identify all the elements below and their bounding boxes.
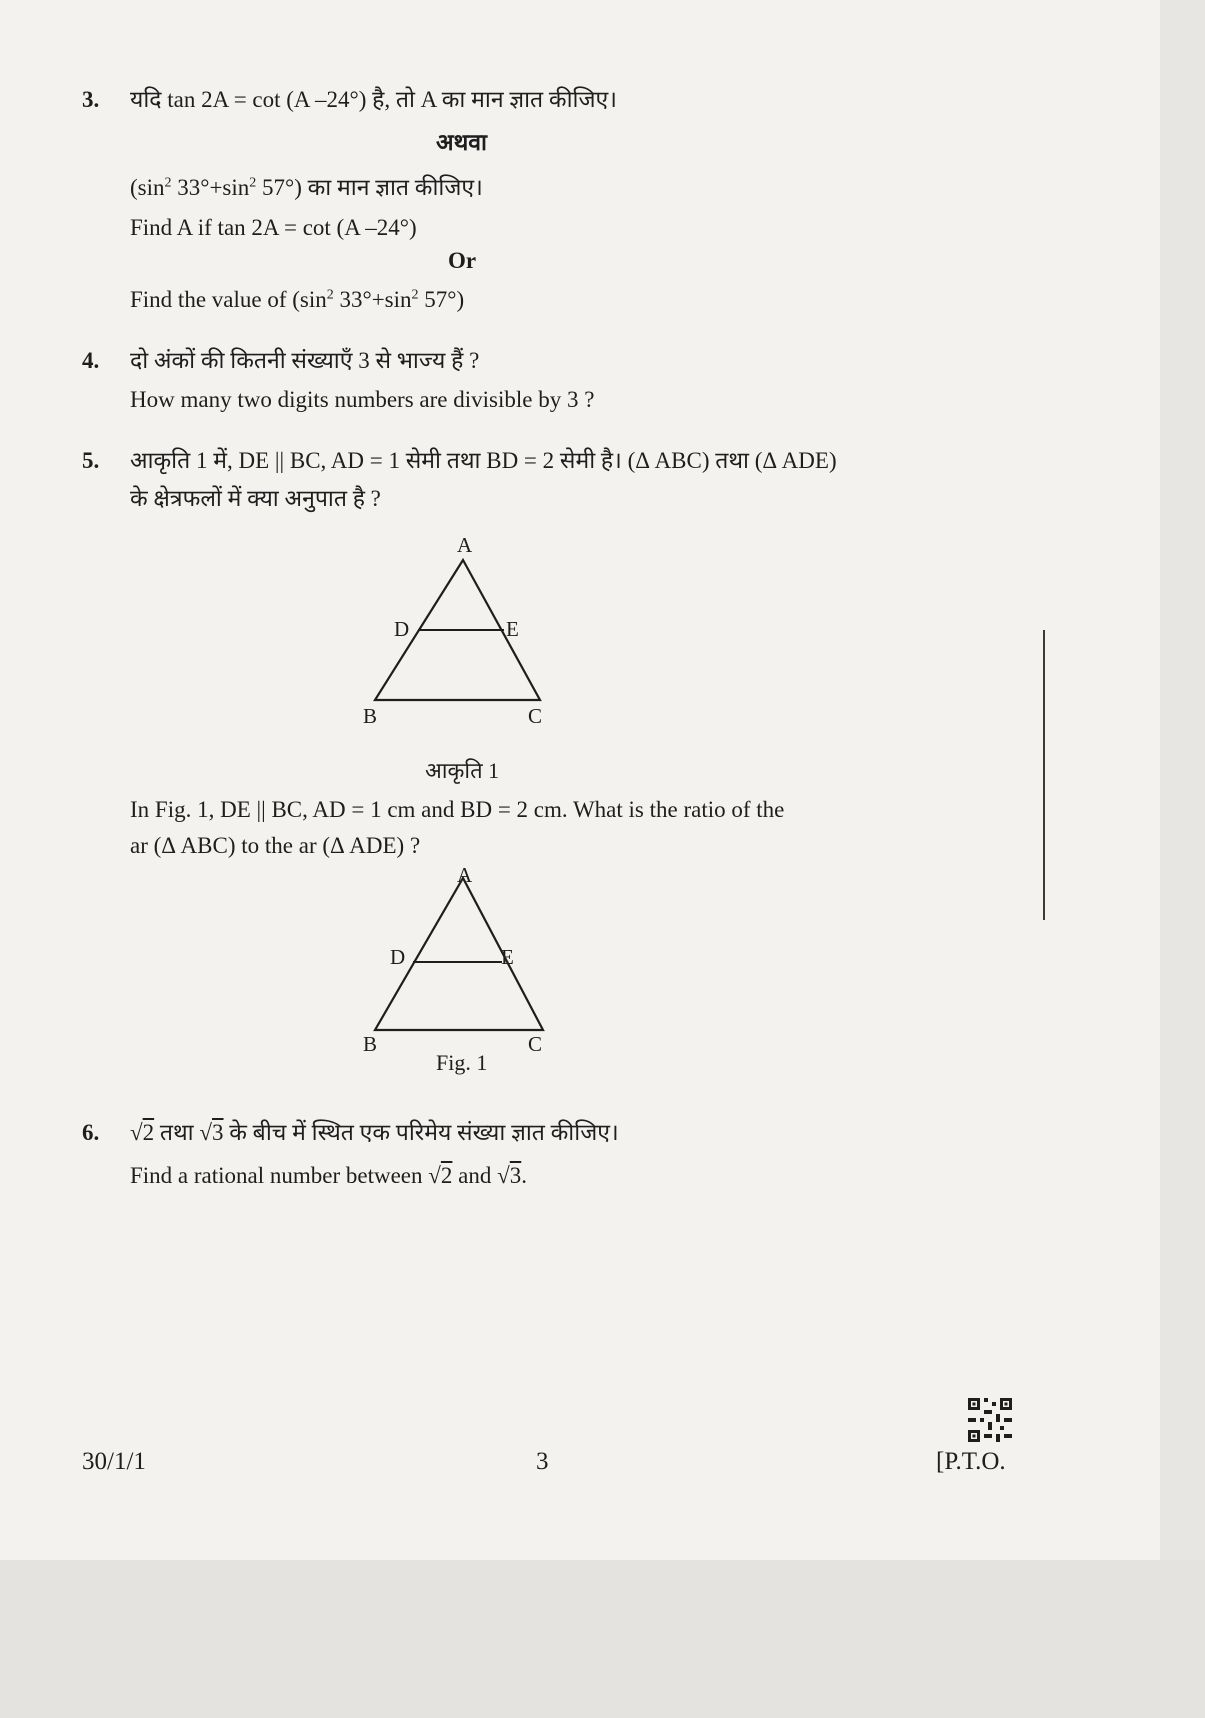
vertex-label-a: A (457, 535, 473, 557)
sqrt-symbol: √ (199, 1120, 213, 1145)
qr-code-icon (968, 1398, 1012, 1442)
question-6-number: 6. (82, 1120, 100, 1145)
vertex-label-d: D (390, 945, 406, 969)
triangle-figure-english (350, 858, 570, 1063)
question-3-english: Find A if tan 2A = cot (A –24°) (130, 215, 417, 240)
question-3-english-or: Or (448, 248, 477, 273)
question-3-english-alternative: Find the value of ($\sin^2$ $33^\circ+\sin^2$ 57°) (130, 287, 465, 312)
sqrt-symbol: √ (428, 1163, 441, 1188)
question-5-hindi-line-2: के क्षेत्रफलों में क्या अनुपात है ? (130, 486, 381, 511)
margin-rule (1043, 630, 1045, 920)
page-number: 3 (536, 1448, 549, 1475)
question-5-english-line-1: In Fig. 1, DE || BC, AD = 1 cm and BD = 2 cm. What is the ratio of the (130, 797, 785, 822)
question-4-english: How many two digits numbers are divisible by 3 ? (130, 387, 595, 412)
question-4-number: 4. (82, 348, 100, 373)
question-6-hindi: √2 तथा √3 के बीच में स्थित एक परिमेय संख्या ज्ञात कीजिए। (130, 1120, 619, 1145)
vertex-label-b: B (363, 1032, 378, 1056)
question-5-number: 5. (82, 448, 100, 473)
figure-caption-hindi: आकृति 1 (425, 758, 500, 783)
vertex-label-e: E (506, 617, 519, 641)
vertex-label-c: C (528, 704, 543, 728)
question-6-english: Find a rational number between √2 and √3. (130, 1163, 527, 1188)
question-3-hindi-or: अथवा (436, 130, 488, 155)
question-3-hindi: यदि tan 2A = cot (A –24°) है, तो A का मान ज्ञात कीजिए। (130, 87, 617, 112)
vertex-label-b: B (363, 704, 378, 728)
question-5-hindi-line-1: आकृति 1 में, DE || BC, AD = 1 सेमी तथा BD = 2 सेमी है। (Δ ABC) तथा (Δ ADE) (130, 448, 837, 473)
please-turn-over: [P.T.O. (936, 1448, 1006, 1475)
question-3-hindi-alternative: ($\sin^2$ $33^\circ+\sin^2$ 57°) का मान ज्ञात कीजिए। (130, 175, 483, 200)
paper-code: 30/1/1 (82, 1448, 146, 1475)
question-3-number: 3. (82, 87, 100, 112)
page-bottom-margin (0, 1560, 1205, 1718)
vertex-label-d: D (394, 617, 410, 641)
question-5-english-line-2: ar (Δ ABC) to the ar (Δ ADE) ? (130, 833, 421, 858)
page-edge (1160, 0, 1205, 1560)
vertex-label-e: E (501, 945, 514, 969)
question-4-hindi: दो अंकों की कितनी संख्याएँ 3 से भाज्य हैं ? (130, 348, 480, 373)
sqrt-symbol: √ (130, 1120, 143, 1145)
figure-caption-english: Fig. 1 (436, 1050, 488, 1075)
vertex-label-a: A (457, 863, 473, 887)
sqrt-symbol: √ (497, 1163, 510, 1188)
vertex-label-c: C (528, 1032, 543, 1056)
